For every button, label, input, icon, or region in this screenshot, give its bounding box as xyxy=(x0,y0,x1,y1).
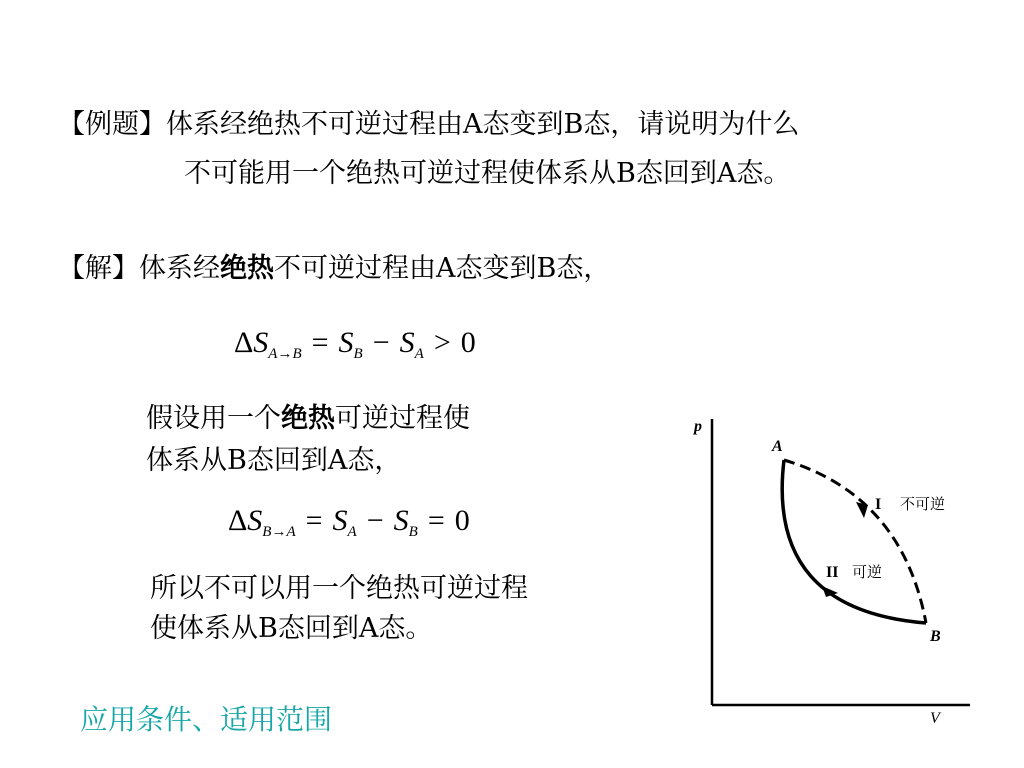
curve-reversible xyxy=(782,460,926,623)
eq2-equals: = xyxy=(305,504,323,537)
eq2-s2: S xyxy=(332,504,348,537)
point-a-label: A xyxy=(772,438,783,455)
eq2-sub: B→A xyxy=(262,524,296,540)
eq1-s2: S xyxy=(338,326,354,359)
eq2-s3: S xyxy=(393,504,409,537)
curve-1-label: 不可逆 xyxy=(900,495,946,513)
solution-text-bold: 绝热 xyxy=(220,253,274,284)
eq1-greater: > xyxy=(433,326,451,359)
example-line-2: 不可能用一个绝热可逆过程使体系从B态回到A态。 xyxy=(184,158,791,189)
eq1-s: S xyxy=(253,326,269,359)
entropy-equation-1 xyxy=(234,326,476,363)
eq1-delta: Δ xyxy=(234,326,254,359)
axis-label-p: p xyxy=(694,418,702,435)
eq2-minus: − xyxy=(366,504,384,537)
assume-text-bold: 绝热 xyxy=(281,403,335,434)
axis-label-v: V xyxy=(930,710,940,727)
eq1-rhs: 0 xyxy=(460,326,476,359)
entropy-equation-2 xyxy=(228,504,470,541)
example-line-1 xyxy=(58,108,799,142)
conclusion-line-1: 所以不可以用一个绝热可逆过程 xyxy=(150,573,528,604)
pv-diagram xyxy=(680,405,980,745)
assume-line-2: 体系从B态回到A态， xyxy=(146,445,402,476)
eq2-s: S xyxy=(247,504,263,537)
assume-text-pre: 假设用一个 xyxy=(146,403,281,434)
eq1-s3: S xyxy=(399,326,415,359)
eq2-equals-2: = xyxy=(427,504,445,537)
eq1-sub3: A xyxy=(414,346,424,362)
solution-line xyxy=(58,252,610,286)
conclusion-line-2: 使体系从B态回到A态。 xyxy=(150,613,433,644)
curve-2-number: II xyxy=(826,564,839,581)
eq2-rhs: 0 xyxy=(454,504,470,537)
eq1-equals: = xyxy=(311,326,329,359)
solution-text-post: 不可逆过程由A态变到B态， xyxy=(274,253,611,284)
assume-text-post: 可逆过程使 xyxy=(335,403,470,434)
eq2-sub3: B xyxy=(408,524,418,540)
example-tag: 【例题】 xyxy=(58,109,166,140)
eq1-sub2: B xyxy=(353,346,363,362)
solution-text-pre: 体系经 xyxy=(139,253,220,284)
footer-heading: 应用条件、适用范围 xyxy=(80,703,333,736)
point-b-label: B xyxy=(930,628,941,645)
curve-irreversible xyxy=(784,460,926,623)
eq2-sub2: A xyxy=(347,524,357,540)
example-text-1: 体系经绝热不可逆过程由A态变到B态，请说明为什么 xyxy=(166,109,800,140)
eq1-sub: A→B xyxy=(268,346,302,362)
eq1-minus: − xyxy=(372,326,390,359)
solution-tag: 【解】 xyxy=(58,253,139,284)
curve-2-label: 可逆 xyxy=(852,563,883,581)
assume-line-1 xyxy=(146,402,470,436)
curve-1-number: I xyxy=(875,496,882,513)
eq2-delta: Δ xyxy=(228,504,248,537)
